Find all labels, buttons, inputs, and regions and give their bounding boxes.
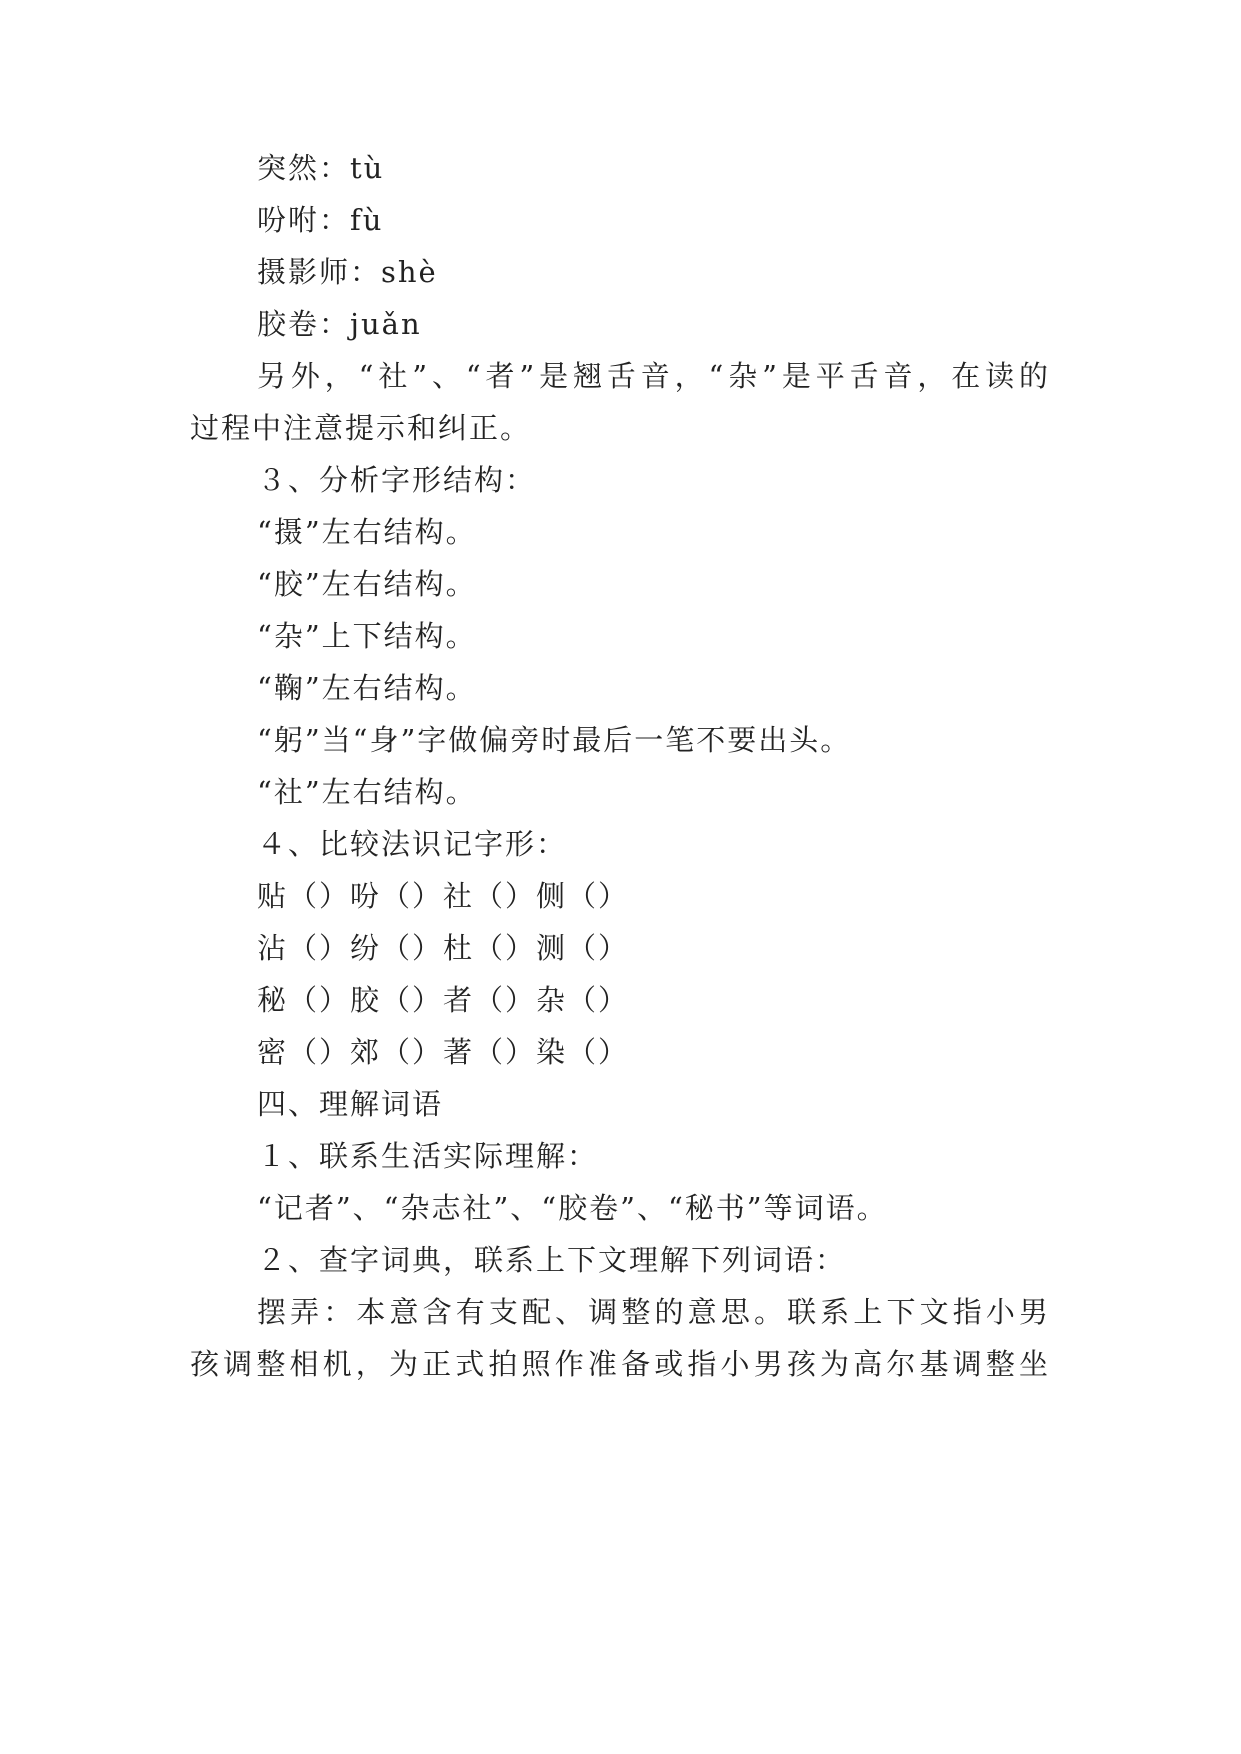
- word-list-line: “记者”、“杂志社”、“胶卷”、“秘书”等词语。: [257, 1191, 888, 1225]
- compare-row-3: 秘（）胶（）者（）杂（）: [257, 983, 630, 1017]
- compare-row-4: 密（）郊（）著（）染（）: [257, 1035, 630, 1069]
- paragraph-tongue-sounds-line1: 另外，“社”、“者”是翘舌音，“杂”是平舌音，在读的: [257, 359, 1050, 393]
- structure-item-za: “杂”上下结构。: [257, 619, 477, 653]
- structure-item-she: “摄”左右结构。: [257, 515, 477, 549]
- subheading-dictionary: ２、查字词典，联系上下文理解下列词语：: [257, 1243, 847, 1277]
- paragraph-tongue-sounds-line2: 过程中注意提示和纠正。: [190, 411, 532, 445]
- paragraph-bainong-line2: 孩调整相机，为正式拍照作准备或指小男孩为高尔基调整坐: [190, 1347, 1050, 1381]
- paragraph-bainong-line1: 摆弄：本意含有支配、调整的意思。联系上下文指小男: [257, 1295, 1050, 1329]
- section-heading-understand-words: 四、理解词语: [257, 1087, 444, 1121]
- pinyin-line-she: 摄影师：shè: [257, 255, 438, 289]
- pinyin-line-tu: 突然：tù: [257, 151, 385, 185]
- compare-row-2: 沾（）纷（）杜（）测（）: [257, 931, 630, 965]
- structure-item-jiao: “胶”左右结构。: [257, 567, 477, 601]
- compare-row-1: 贴（）吩（）社（）侧（）: [257, 879, 630, 913]
- pinyin-line-juan: 胶卷：juǎn: [257, 307, 422, 341]
- structure-item-ju: “鞠”左右结构。: [257, 671, 477, 705]
- structure-item-she-radical: “社”左右结构。: [257, 775, 477, 809]
- pinyin-line-fu: 吩咐：fù: [257, 203, 384, 237]
- subheading-life-practice: １、联系生活实际理解：: [257, 1139, 599, 1173]
- section-heading-compare: ４、比较法识记字形：: [257, 827, 568, 861]
- section-heading-analyze-structure: ３、分析字形结构：: [257, 463, 537, 497]
- structure-item-gong: “躬”当“身”字做偏旁时最后一笔不要出头。: [257, 723, 852, 757]
